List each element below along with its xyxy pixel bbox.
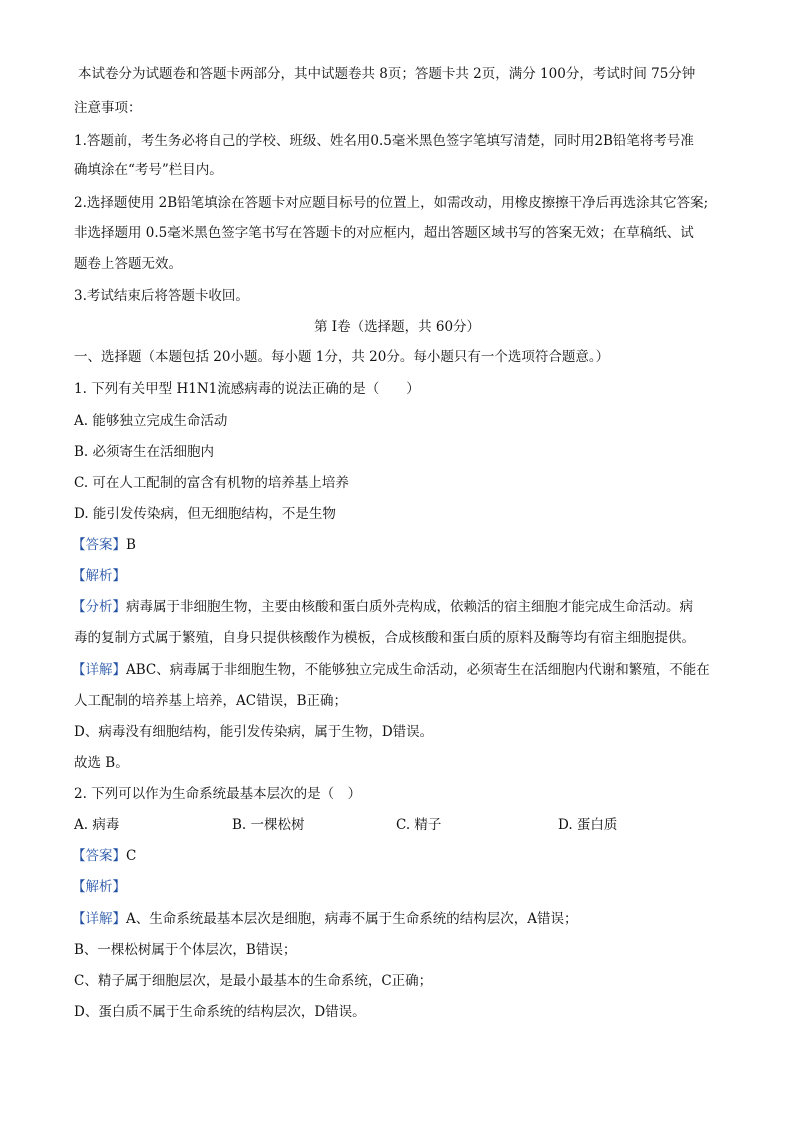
q1-xiangjie-line-2: 人工配制的培养基上培养，AC错误，B正确； — [74, 693, 347, 709]
q2-options — [74, 815, 730, 835]
q2-answer — [72, 846, 728, 866]
q1-option-c: C. 可在人工配制的富含有机物的培养基上培养 — [74, 475, 349, 491]
q1-fenxi-line-1 — [72, 597, 728, 617]
q1-xiangjie-line-3: D、病毒没有细胞结构，能引发传染病，属于生物，D错误。 — [74, 724, 434, 740]
part-heading: 一、选择题（本题包括 20小题。每小题 1分，共 20分。每小题只有一个选项符合题意。） — [74, 349, 610, 365]
q2-answer-value: C — [126, 848, 137, 864]
q2-stem: 2. 下列可以作为生命系统最基本层次的是（ ） — [74, 786, 362, 802]
q1-xiangjie-text-1: ABC、病毒属于非细胞生物，不能够独立完成生命活动，必须寄生在活细胞内代谢和繁殖，不能在 — [126, 662, 710, 678]
notice-item-2-line-2: 非选择题用 0.5毫米黑色签字笔书写在答题卡的对应框内，超出答题区域书写的答案无效；在草稿纸、试 — [74, 225, 694, 241]
q2-analysis-tag: 【解析】 — [72, 879, 126, 895]
exam-intro: 本试卷分为试题卷和答题卡两部分，其中试题卷共 8页；答题卡共 2页，满分 100分，考试时间 75分钟 — [78, 66, 696, 82]
q2-analysis — [72, 877, 728, 897]
section-title: 第 I卷（选择题，共 60分） — [313, 319, 481, 335]
q1-analysis-tag: 【解析】 — [72, 568, 126, 584]
notice-item-2-line-3: 题卷上答题无效。 — [74, 256, 182, 272]
q2-xiangjie-text-1: A、生命系统最基本层次是细胞，病毒不属于生命系统的结构层次，A错误； — [126, 911, 578, 927]
q2-option-b: B. 一棵松树 — [232, 817, 305, 833]
notice-title: 注意事项： — [74, 100, 142, 116]
q1-fenxi-line-2: 毒的复制方式属于繁殖，自身只提供核酸作为模板，合成核酸和蛋白质的原料及酶等均有宿主细胞提供。 — [74, 630, 695, 646]
q2-answer-tag: 【答案】 — [72, 848, 126, 864]
q1-conclusion: 故选 B。 — [74, 755, 129, 771]
q1-option-b: B. 必须寄生在活细胞内 — [74, 444, 215, 460]
q1-answer — [72, 535, 728, 555]
q2-option-d: D. 蛋白质 — [558, 817, 618, 833]
q1-fenxi-text-1: 病毒属于非细胞生物，主要由核酸和蛋白质外壳构成，依赖活的宿主细胞才能完成生命活动。病 — [126, 599, 693, 615]
q2-xiangjie-line-1 — [72, 909, 728, 929]
q2-xiangjie-line-2: B、一棵松树属于个体层次，B错误； — [74, 942, 297, 958]
q1-answer-tag: 【答案】 — [72, 537, 126, 553]
notice-item-1-line-2: 确填涂在“考号”栏目内。 — [74, 162, 223, 178]
q2-xiangjie-line-4: D、蛋白质不属于生命系统的结构层次，D错误。 — [74, 1004, 366, 1020]
q1-answer-value: B — [126, 537, 136, 553]
notice-item-3: 3.考试结束后将答题卡收回。 — [74, 288, 249, 304]
q1-analysis — [72, 566, 728, 586]
q1-option-d: D. 能引发传染病，但无细胞结构，不是生物 — [74, 506, 336, 522]
q2-xiangjie-line-3: C、精子属于细胞层次，是最小最基本的生命系统，C正确； — [74, 973, 433, 989]
q1-fenxi-tag: 【分析】 — [72, 599, 126, 615]
notice-item-1-line-1: 1.答题前，考生务必将自己的学校、班级、姓名用0.5毫米黑色签字笔填写清楚，同时用2B铅笔将考号准 — [74, 133, 694, 149]
q1-xiangjie-line-1 — [72, 660, 728, 680]
q1-stem: 1. 下列有关甲型 H1N1流感病毒的说法正确的是（ ） — [74, 381, 420, 397]
q2-option-c: C. 精子 — [396, 817, 442, 833]
notice-item-2-line-1: 2.选择题使用 2B铅笔填涂在答题卡对应题目标号的位置上，如需改动，用橡皮擦擦干净后再选涂其它答案; — [74, 195, 709, 211]
q2-option-a: A. 病毒 — [74, 817, 120, 833]
q2-xiangjie-tag: 【详解】 — [72, 911, 126, 927]
q1-xiangjie-tag: 【详解】 — [72, 662, 126, 678]
q1-option-a: A. 能够独立完成生命活动 — [74, 413, 228, 429]
